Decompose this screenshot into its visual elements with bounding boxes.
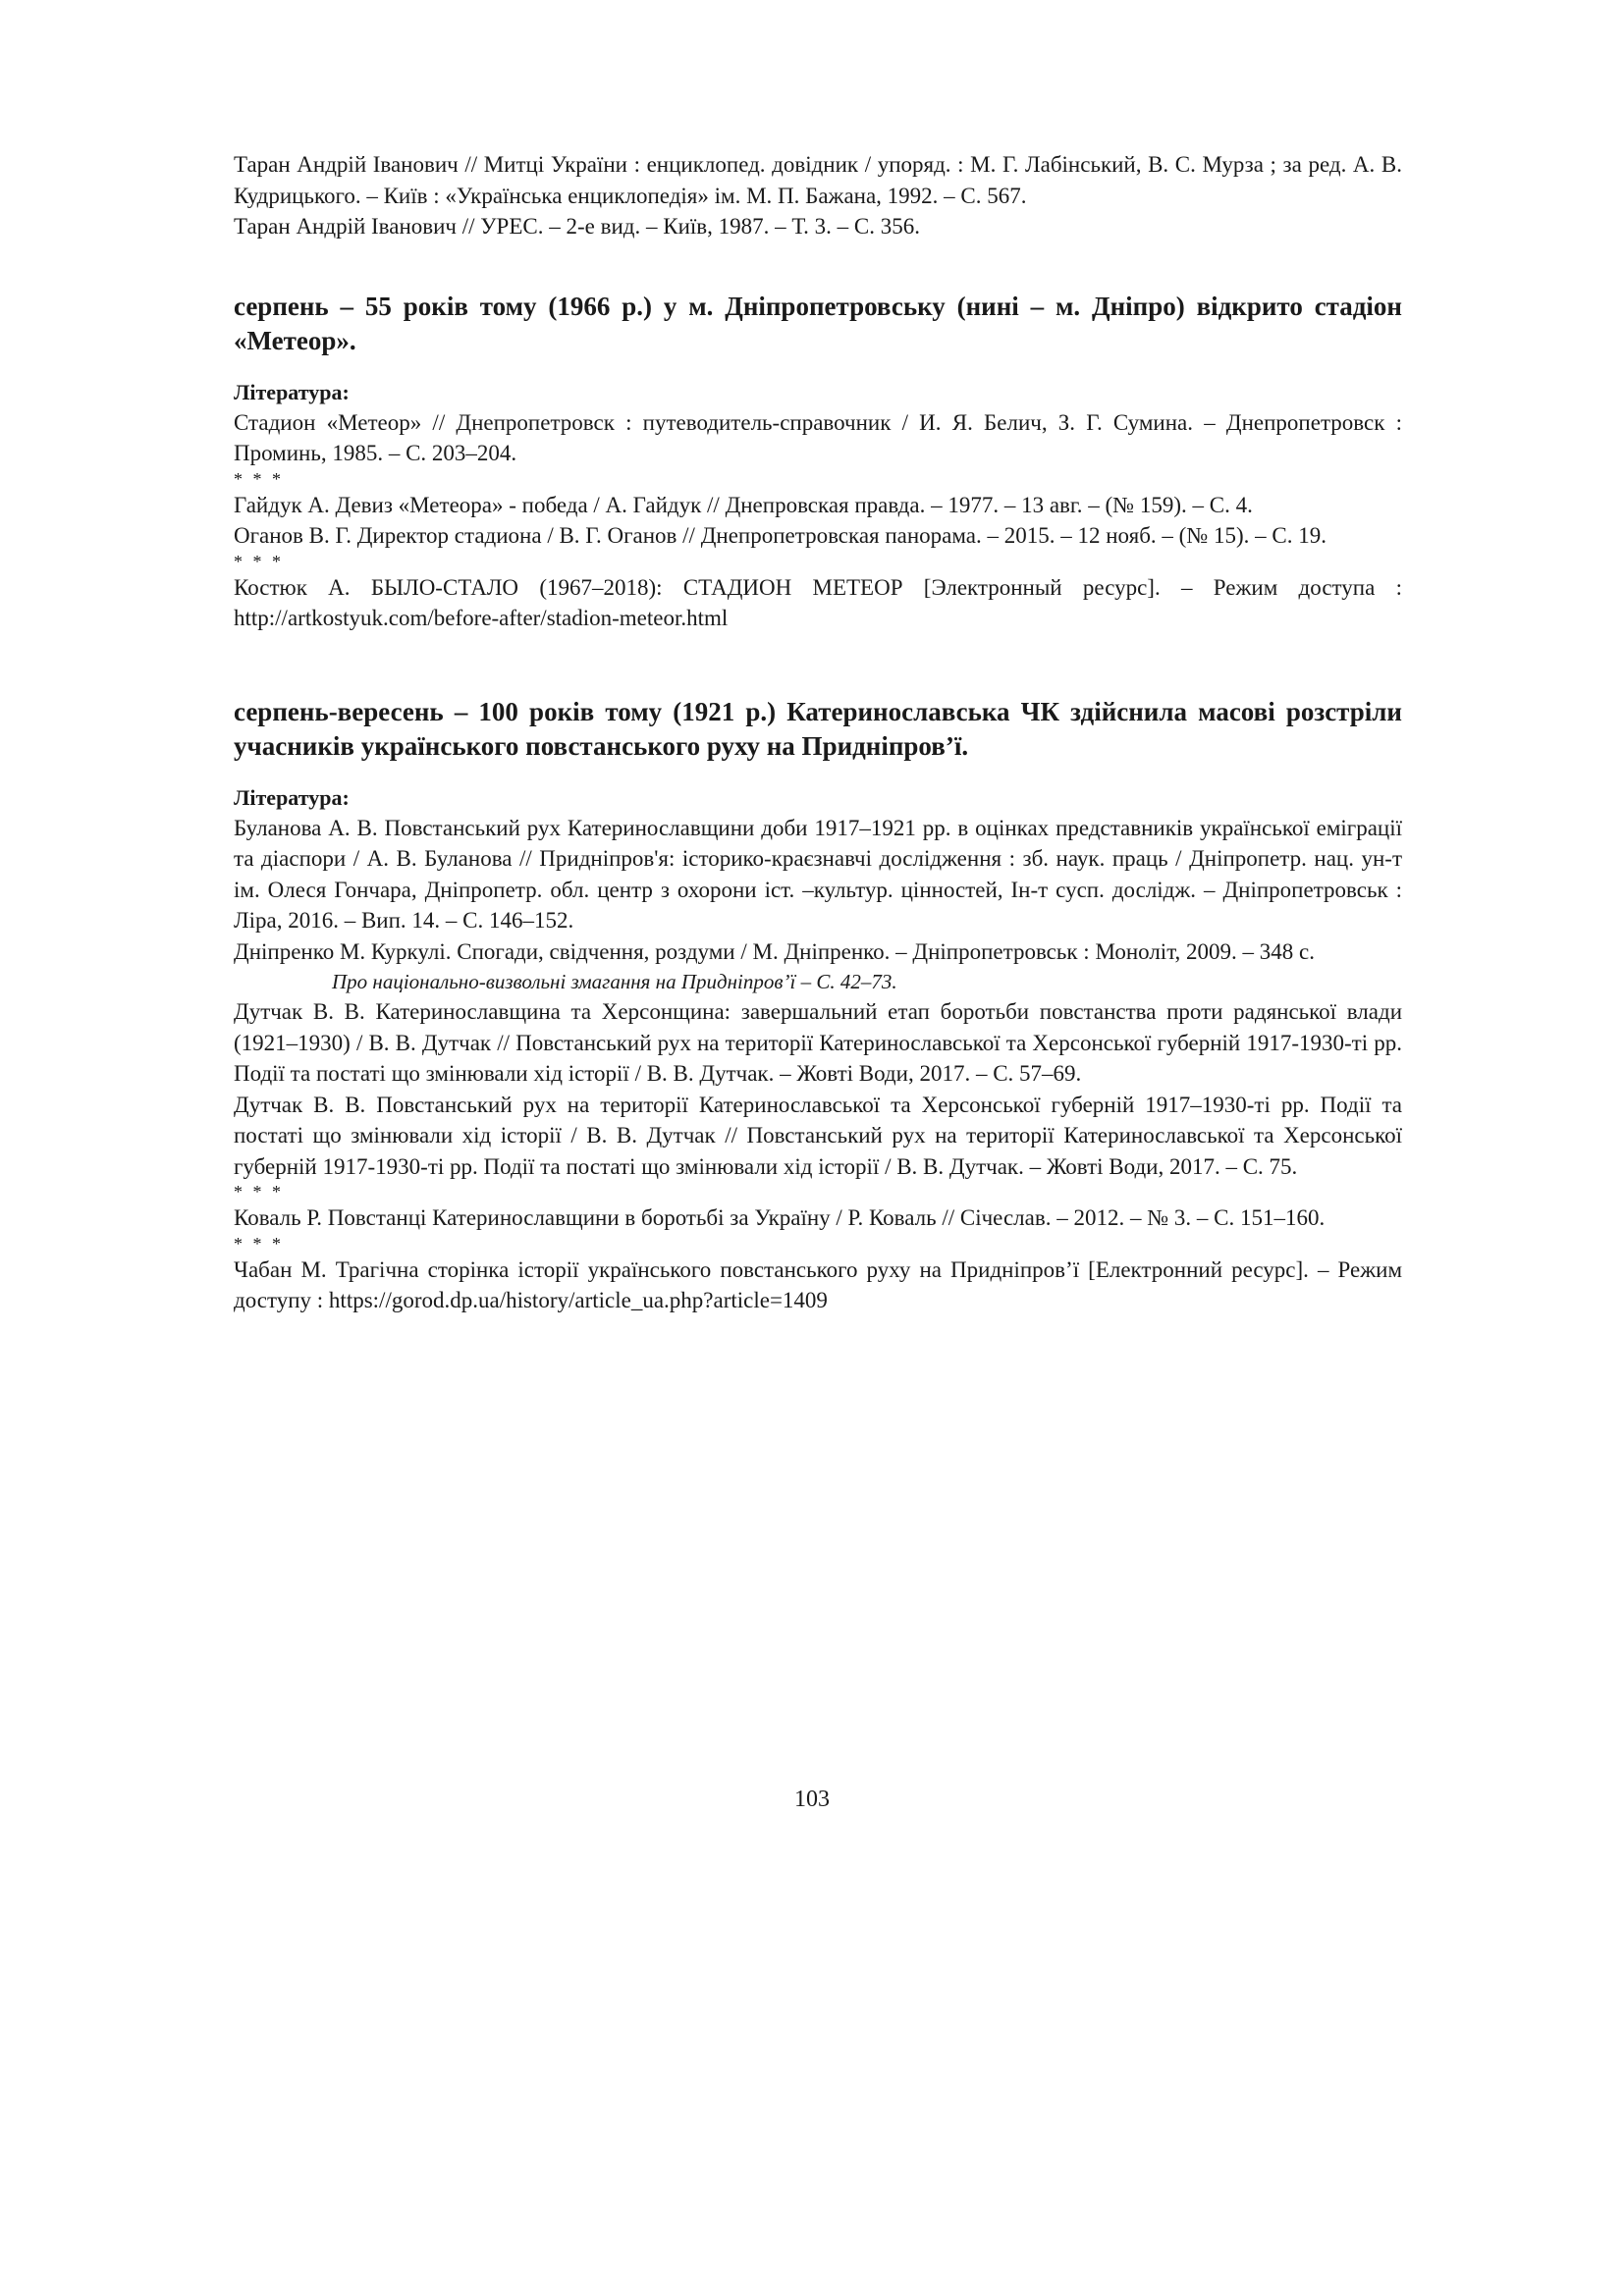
event-heading: серпень-вересень – 100 років тому (1921 р.) Катеринославська ЧК здійснила масові розстріли учасників українського повстанського руху на Придніпров’ї. — [234, 696, 1402, 761]
bibliography-entry: Дніпренко М. Куркулі. Спогади, свідчення, роздуми / М. Дніпренко. – Дніпропетровськ : Моноліт, 2009. – 348 с. — [234, 938, 1315, 964]
separator-stars: * * * — [234, 1233, 284, 1254]
page-number: 103 — [794, 1787, 830, 1812]
page-content — [234, 149, 1402, 1316]
separator-stars: * * * — [234, 468, 284, 489]
separator-stars: * * * — [234, 551, 284, 571]
spacer — [234, 764, 1402, 783]
bibliography-entry: Гайдук А. Девиз «Метеора» - победа / А. Гайдук // Днепровская правда. – 1977. – 13 авг. – (№ 159). – С. 4. — [234, 492, 1253, 517]
literature-label: Література: — [234, 379, 350, 404]
bibliography-entry: Оганов В. Г. Директор стадиона / В. Г. Оганов // Днепропетровская панорама. – 2015. – 12 нояб. – (№ 15). – С. 19. — [234, 523, 1327, 548]
bibliography-entry: Стадион «Метеор» // Днепропетровск : путеводитель-справочник / И. Я. Белич, З. Г. Сумина. – Днепропетровск : Проминь, 1985. – С. 203–204. — [234, 409, 1402, 465]
bibliography-entry: Костюк А. БЫЛО-СТАЛО (1967–2018): СТАДИОН МЕТЕОР [Электронный ресурс]. – Режим доступа : http://artkostyuk.com/before-after/stadion-meteor.html — [234, 574, 1402, 630]
bibliography-entry: Коваль Р. Повстанці Катеринославщини в боротьбі за Україну / Р. Коваль // Січеслав. – 2012. – № 3. – С. 151–160. — [234, 1205, 1326, 1230]
bibliography-entry: Чабан М. Трагічна сторінка історії українського повстанського руху на Придніпров’ї [Електронний ресурс]. – Режим доступу : https://gorod.dp.ua/history/article_ua.php?article=1409 — [234, 1256, 1402, 1312]
literature-label: Література: — [234, 784, 350, 810]
separator-stars: * * * — [234, 1182, 284, 1201]
bibliography-entry: Дутчак В. В. Повстанський рух на території Катеринославської та Херсонської губерній 1917–1930-ті рр. Події та постаті що змінювали хід історії / В. В. Дутчак // Повстанський рух на території Катеринославської та Херсонської губерній 1917-1930-ті рр. Події та постаті що змінювали хід історії / В. В. Дутчак. – Жовті Води, 2017. – С. 75. — [234, 1092, 1402, 1179]
annotation: Про національно-визвольні змагання на Придніпров’ї – С. 42–73. — [332, 970, 897, 993]
spacer — [234, 634, 1402, 695]
bibliography-entry: Таран Андрій Іванович // УРЕС. – 2-е вид. – Київ, 1987. – Т. 3. – С. 356. — [234, 214, 920, 239]
bibliography-entry: Буланова А. В. Повстанський рух Катеринославщини доби 1917–1921 рр. в оцінках представників української еміграції та діаспори / А. В. Буланова // Придніпров'я: історико-краєзнавчі дослідження : зб. наук. праць / Дніпропетр. нац. ун-т ім. Олеся Гончара, Дніпропетр. обл. центр з охорони іст. –культур. цінностей, Ін-т сусп. дослідж. – Дніпропетровськ : Ліра, 2016. – Вип. 14. – С. 146–152. — [234, 815, 1402, 933]
spacer — [234, 242, 1402, 290]
spacer — [234, 358, 1402, 378]
bibliography-entry: Дутчак В. В. Катеринославщина та Херсонщина: завершальний етап боротьби повстанства проти радянської влади (1921–1930) / В. В. Дутчак // Повстанський рух на території Катеринославської та Херсонської губерній 1917-1930-ті рр. Події та постаті що змінювали хід історії / В. В. Дутчак. – Жовті Води, 2017. – С. 57–69. — [234, 999, 1402, 1086]
event-heading: серпень – 55 років тому (1966 р.) у м. Дніпропетровську (нині – м. Дніпро) відкрито стадіон «Метеор». — [234, 291, 1402, 355]
bibliography-entry: Таран Андрій Іванович // Митці України : енциклопед. довідник / упоряд. : М. Г. Лабінський, В. С. Мурза ; за ред. А. В. Кудрицького. – Київ : «Українська енциклопедія» ім. М. П. Бажана, 1992. – С. 567. — [234, 152, 1402, 208]
